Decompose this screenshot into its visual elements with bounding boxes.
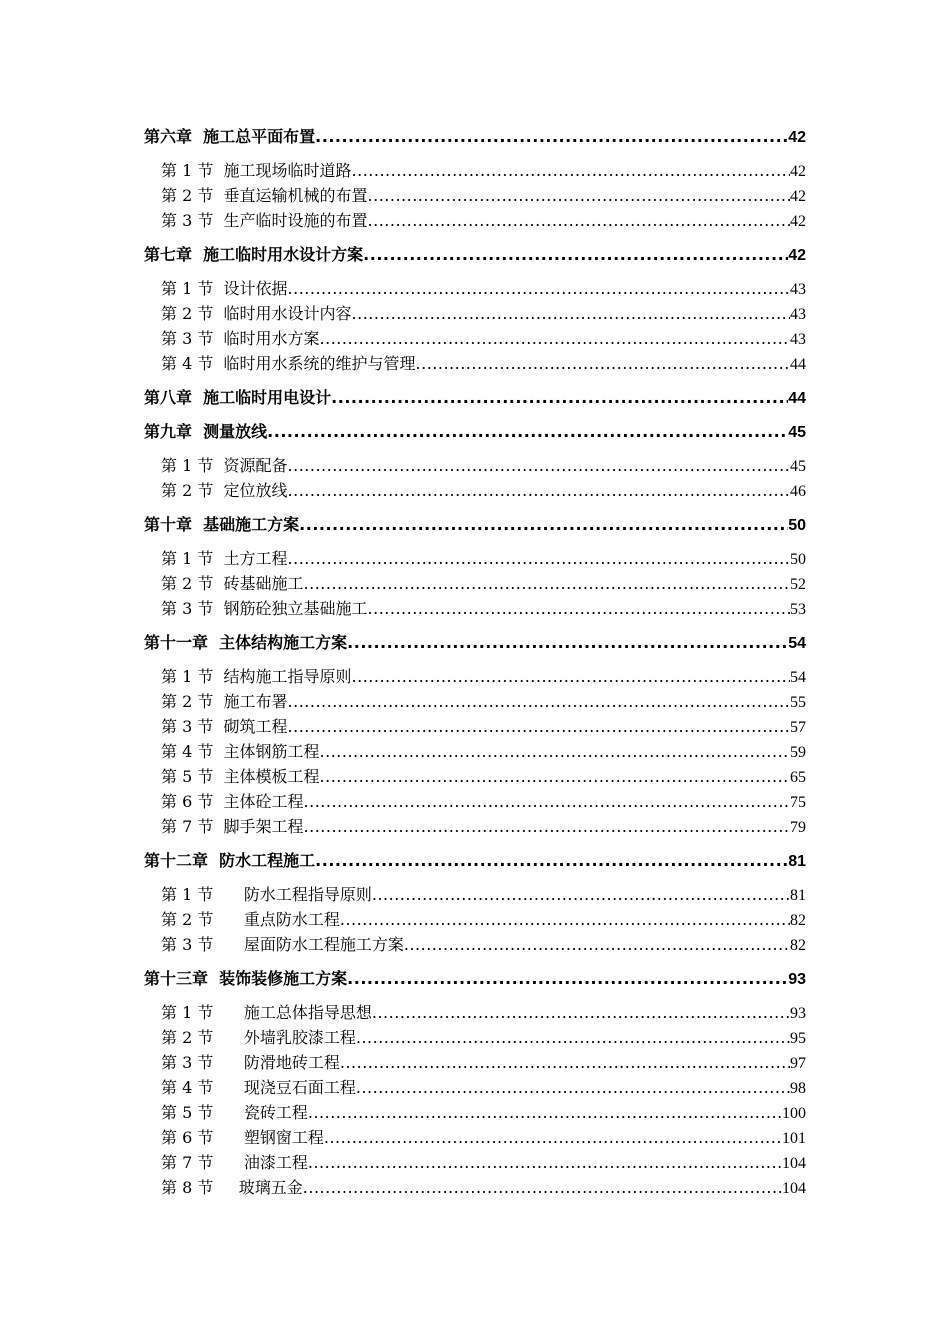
toc-entry-title: 第 2 节 砖基础施工 — [161, 574, 304, 593]
toc-page-number: 42 — [790, 213, 806, 230]
toc-dot-leader — [304, 789, 790, 814]
toc-section-entry[interactable] — [144, 546, 806, 571]
toc-dot-leader — [324, 1125, 782, 1150]
toc-section-entry[interactable] — [144, 714, 806, 739]
toc-dot-leader — [356, 1075, 790, 1100]
toc-page-number: 45 — [788, 424, 806, 441]
toc-dot-leader — [288, 478, 790, 503]
toc-dot-leader — [352, 158, 790, 183]
toc-entry-title: 第八章 施工临时用电设计 — [144, 388, 332, 407]
toc-page-number: 93 — [788, 971, 806, 988]
toc-section-entry[interactable] — [144, 882, 806, 907]
toc-section-entry[interactable] — [144, 1125, 806, 1150]
toc-page-number: 97 — [790, 1055, 806, 1072]
toc-dot-leader — [372, 882, 790, 907]
toc-dot-leader — [288, 714, 790, 739]
toc-entry-title: 第 1 节 施工现场临时道路 — [161, 161, 352, 180]
toc-chapter-entry[interactable] — [144, 124, 806, 149]
toc-dot-leader — [315, 848, 788, 873]
toc-dot-leader — [340, 1050, 790, 1075]
toc-page-number: 100 — [782, 1105, 806, 1122]
toc-entry-title: 第十二章 防水工程施工 — [144, 851, 316, 870]
toc-page-number: 93 — [790, 1005, 806, 1022]
toc-page-number: 43 — [790, 306, 806, 323]
toc-section-entry[interactable] — [144, 789, 806, 814]
toc-dot-leader — [416, 351, 790, 376]
toc-section-entry[interactable] — [144, 326, 806, 351]
toc-entry-title: 第 5 节 主体模板工程 — [161, 767, 320, 786]
toc-dot-leader — [320, 739, 790, 764]
toc-dot-leader — [288, 546, 790, 571]
toc-section-entry[interactable] — [144, 1050, 806, 1075]
toc-dot-leader — [308, 1150, 782, 1175]
toc-entry-title: 第 2 节 临时用水设计内容 — [161, 304, 352, 323]
toc-entry-title: 第 1 节 资源配备 — [161, 456, 288, 475]
toc-page-number: 65 — [790, 769, 806, 786]
toc-page-number: 50 — [790, 551, 806, 568]
toc-entry-title: 第 7 节 油漆工程 — [161, 1153, 308, 1172]
toc-section-entry[interactable] — [144, 1175, 806, 1200]
toc-page-number: 54 — [788, 635, 806, 652]
toc-dot-leader — [356, 1025, 790, 1050]
toc-page-number: 53 — [790, 601, 806, 618]
toc-section-entry[interactable] — [144, 351, 806, 376]
toc-page-number: 101 — [782, 1130, 806, 1147]
toc-page-number: 59 — [790, 744, 806, 761]
table-of-contents — [144, 124, 806, 1200]
toc-page-number: 50 — [788, 517, 806, 534]
toc-dot-leader — [303, 1175, 782, 1200]
toc-entry-title: 第 2 节 定位放线 — [161, 481, 288, 500]
toc-dot-leader — [368, 596, 790, 621]
toc-entry-title: 第七章 施工临时用水设计方案 — [144, 245, 364, 264]
toc-dot-leader — [331, 385, 788, 410]
toc-entry-title: 第 2 节 重点防水工程 — [161, 910, 340, 929]
toc-entry-title: 第 3 节 防滑地砖工程 — [161, 1053, 340, 1072]
toc-section-entry[interactable] — [144, 814, 806, 839]
toc-page-number: 43 — [790, 331, 806, 348]
toc-dot-leader — [308, 1100, 782, 1125]
toc-page-number: 44 — [790, 356, 806, 373]
toc-entry-title: 第 7 节 脚手架工程 — [161, 817, 304, 836]
toc-entry-title: 第 3 节 屋面防水工程施工方案 — [161, 935, 404, 954]
toc-entry-title: 第 4 节 现浇豆石面工程 — [161, 1078, 356, 1097]
toc-page-number: 54 — [790, 669, 806, 686]
toc-dot-leader — [288, 453, 790, 478]
toc-chapter-entry[interactable] — [144, 419, 806, 444]
toc-dot-leader — [320, 326, 790, 351]
toc-section-entry[interactable] — [144, 932, 806, 957]
toc-chapter-entry[interactable] — [144, 630, 806, 655]
toc-page-number: 46 — [790, 483, 806, 500]
toc-chapter-entry[interactable] — [144, 848, 806, 873]
toc-section-entry[interactable] — [144, 478, 806, 503]
toc-section-entry[interactable] — [144, 1075, 806, 1100]
toc-entry-title: 第 5 节 瓷砖工程 — [161, 1103, 308, 1122]
toc-dot-leader — [368, 208, 790, 233]
toc-page-number: 44 — [788, 390, 806, 407]
toc-chapter-entry[interactable] — [144, 966, 806, 991]
toc-entry-title: 第九章 测量放线 — [144, 422, 268, 441]
toc-dot-leader — [368, 183, 790, 208]
toc-entry-title: 第 1 节 结构施工指导原则 — [161, 667, 352, 686]
toc-entry-title: 第 3 节 钢筋砼独立基础施工 — [161, 599, 368, 618]
toc-entry-title: 第 3 节 砌筑工程 — [161, 717, 288, 736]
toc-entry-title: 第 2 节 垂直运输机械的布置 — [161, 186, 368, 205]
toc-entry-title: 第 1 节 设计依据 — [161, 279, 288, 298]
toc-page-number: 75 — [790, 794, 806, 811]
toc-section-entry[interactable] — [144, 208, 806, 233]
toc-section-entry[interactable] — [144, 739, 806, 764]
toc-page-number: 42 — [788, 129, 806, 146]
toc-dot-leader — [347, 630, 788, 655]
toc-section-entry[interactable] — [144, 596, 806, 621]
toc-page-number: 79 — [790, 819, 806, 836]
toc-entry-title: 第 6 节 主体砼工程 — [161, 792, 304, 811]
toc-dot-leader — [347, 966, 788, 991]
toc-page-number: 81 — [790, 887, 806, 904]
toc-entry-title: 第 1 节 土方工程 — [161, 549, 288, 568]
toc-entry-title: 第 3 节 临时用水方案 — [161, 329, 320, 348]
toc-section-entry[interactable] — [144, 453, 806, 478]
toc-section-entry[interactable] — [144, 571, 806, 596]
toc-dot-leader — [315, 124, 788, 149]
toc-entry-title: 第 6 节 塑钢窗工程 — [161, 1128, 324, 1147]
toc-page-number: 52 — [790, 576, 806, 593]
toc-page-number: 55 — [790, 694, 806, 711]
toc-dot-leader — [363, 242, 788, 267]
toc-entry-title: 第 3 节 生产临时设施的布置 — [161, 211, 368, 230]
toc-page-number: 42 — [788, 247, 806, 264]
toc-entry-title: 第 1 节 施工总体指导思想 — [161, 1003, 372, 1022]
toc-dot-leader — [299, 512, 788, 537]
toc-dot-leader — [304, 814, 790, 839]
toc-section-entry[interactable] — [144, 664, 806, 689]
toc-entry-title: 第六章 施工总平面布置 — [144, 127, 316, 146]
toc-dot-leader — [352, 301, 790, 326]
toc-page-number: 42 — [790, 188, 806, 205]
toc-entry-title: 第 8 节 玻璃五金 — [161, 1178, 303, 1197]
toc-page-number: 57 — [790, 719, 806, 736]
toc-page-number: 98 — [790, 1080, 806, 1097]
toc-section-entry[interactable] — [144, 276, 806, 301]
toc-dot-leader — [304, 571, 790, 596]
toc-entry-title: 第十章 基础施工方案 — [144, 515, 300, 534]
toc-section-entry[interactable] — [144, 1000, 806, 1025]
toc-chapter-entry[interactable] — [144, 385, 806, 410]
toc-page-number: 82 — [790, 937, 806, 954]
toc-page-number: 42 — [790, 163, 806, 180]
toc-entry-title: 第 1 节 防水工程指导原则 — [161, 885, 372, 904]
toc-chapter-entry[interactable] — [144, 512, 806, 537]
toc-page-number: 81 — [788, 853, 806, 870]
toc-section-entry[interactable] — [144, 183, 806, 208]
toc-dot-leader — [267, 419, 788, 444]
toc-entry-title: 第 2 节 施工布署 — [161, 692, 288, 711]
toc-section-entry[interactable] — [144, 689, 806, 714]
toc-page-number: 104 — [782, 1180, 806, 1197]
toc-page-number: 104 — [782, 1155, 806, 1172]
toc-dot-leader — [340, 907, 790, 932]
toc-entry-title: 第 4 节 主体钢筋工程 — [161, 742, 320, 761]
toc-entry-title: 第十一章 主体结构施工方案 — [144, 633, 348, 652]
toc-dot-leader — [288, 689, 790, 714]
toc-dot-leader — [372, 1000, 790, 1025]
toc-section-entry[interactable] — [144, 907, 806, 932]
toc-section-entry[interactable] — [144, 1150, 806, 1175]
toc-section-entry[interactable] — [144, 764, 806, 789]
toc-dot-leader — [404, 932, 790, 957]
toc-section-entry[interactable] — [144, 1025, 806, 1050]
toc-entry-title: 第 4 节 临时用水系统的维护与管理 — [161, 354, 416, 373]
toc-section-entry[interactable] — [144, 301, 806, 326]
toc-page-number: 82 — [790, 912, 806, 929]
toc-page-number: 43 — [790, 281, 806, 298]
toc-dot-leader — [320, 764, 790, 789]
toc-page-number: 95 — [790, 1030, 806, 1047]
toc-section-entry[interactable] — [144, 158, 806, 183]
toc-page-number: 45 — [790, 458, 806, 475]
toc-dot-leader — [352, 664, 790, 689]
toc-entry-title: 第十三章 装饰装修施工方案 — [144, 969, 348, 988]
toc-entry-title: 第 2 节 外墙乳胶漆工程 — [161, 1028, 356, 1047]
toc-chapter-entry[interactable] — [144, 242, 806, 267]
toc-dot-leader — [288, 276, 790, 301]
toc-section-entry[interactable] — [144, 1100, 806, 1125]
